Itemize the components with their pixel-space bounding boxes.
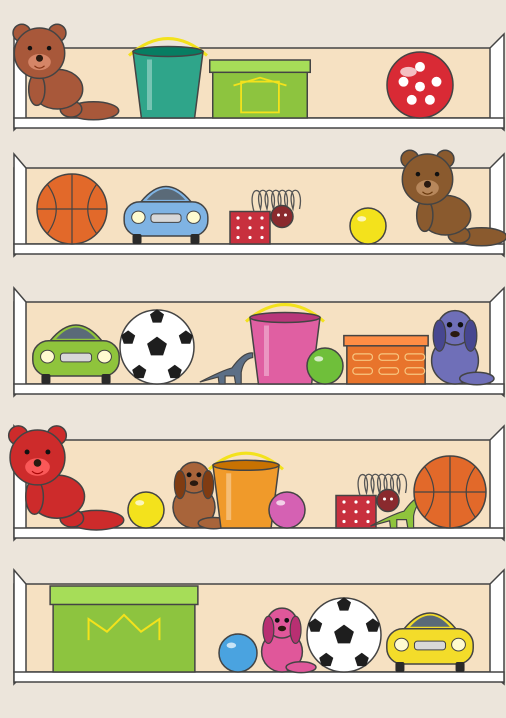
shelf-board xyxy=(14,384,504,394)
soccer-ball-toy xyxy=(307,597,381,672)
soccer-ball-toy xyxy=(120,309,194,384)
shelf-board xyxy=(14,672,504,682)
ball-toy xyxy=(269,492,305,528)
basketball-toy xyxy=(37,174,107,244)
shelf-3 xyxy=(14,288,504,396)
ball-toy xyxy=(307,348,343,384)
ball-toy xyxy=(128,492,164,528)
shelf-right-side xyxy=(490,570,504,684)
shelf-left-side xyxy=(14,570,26,684)
ball-toy xyxy=(387,52,453,118)
box-toy xyxy=(210,60,311,118)
shelf-right-side xyxy=(490,426,504,540)
ball-toy xyxy=(219,634,257,672)
bucket-toy xyxy=(129,39,207,118)
shelf-left-side xyxy=(14,154,26,256)
box-toy xyxy=(50,586,198,672)
shelf-right-side xyxy=(490,34,504,130)
shelf-left-side xyxy=(14,288,26,396)
box-toy xyxy=(344,336,428,384)
shelf-board xyxy=(14,244,504,254)
shelf-5 xyxy=(14,570,504,684)
shelf-4 xyxy=(9,426,504,540)
basketball-toy xyxy=(414,456,486,528)
ball-toy xyxy=(350,208,386,244)
